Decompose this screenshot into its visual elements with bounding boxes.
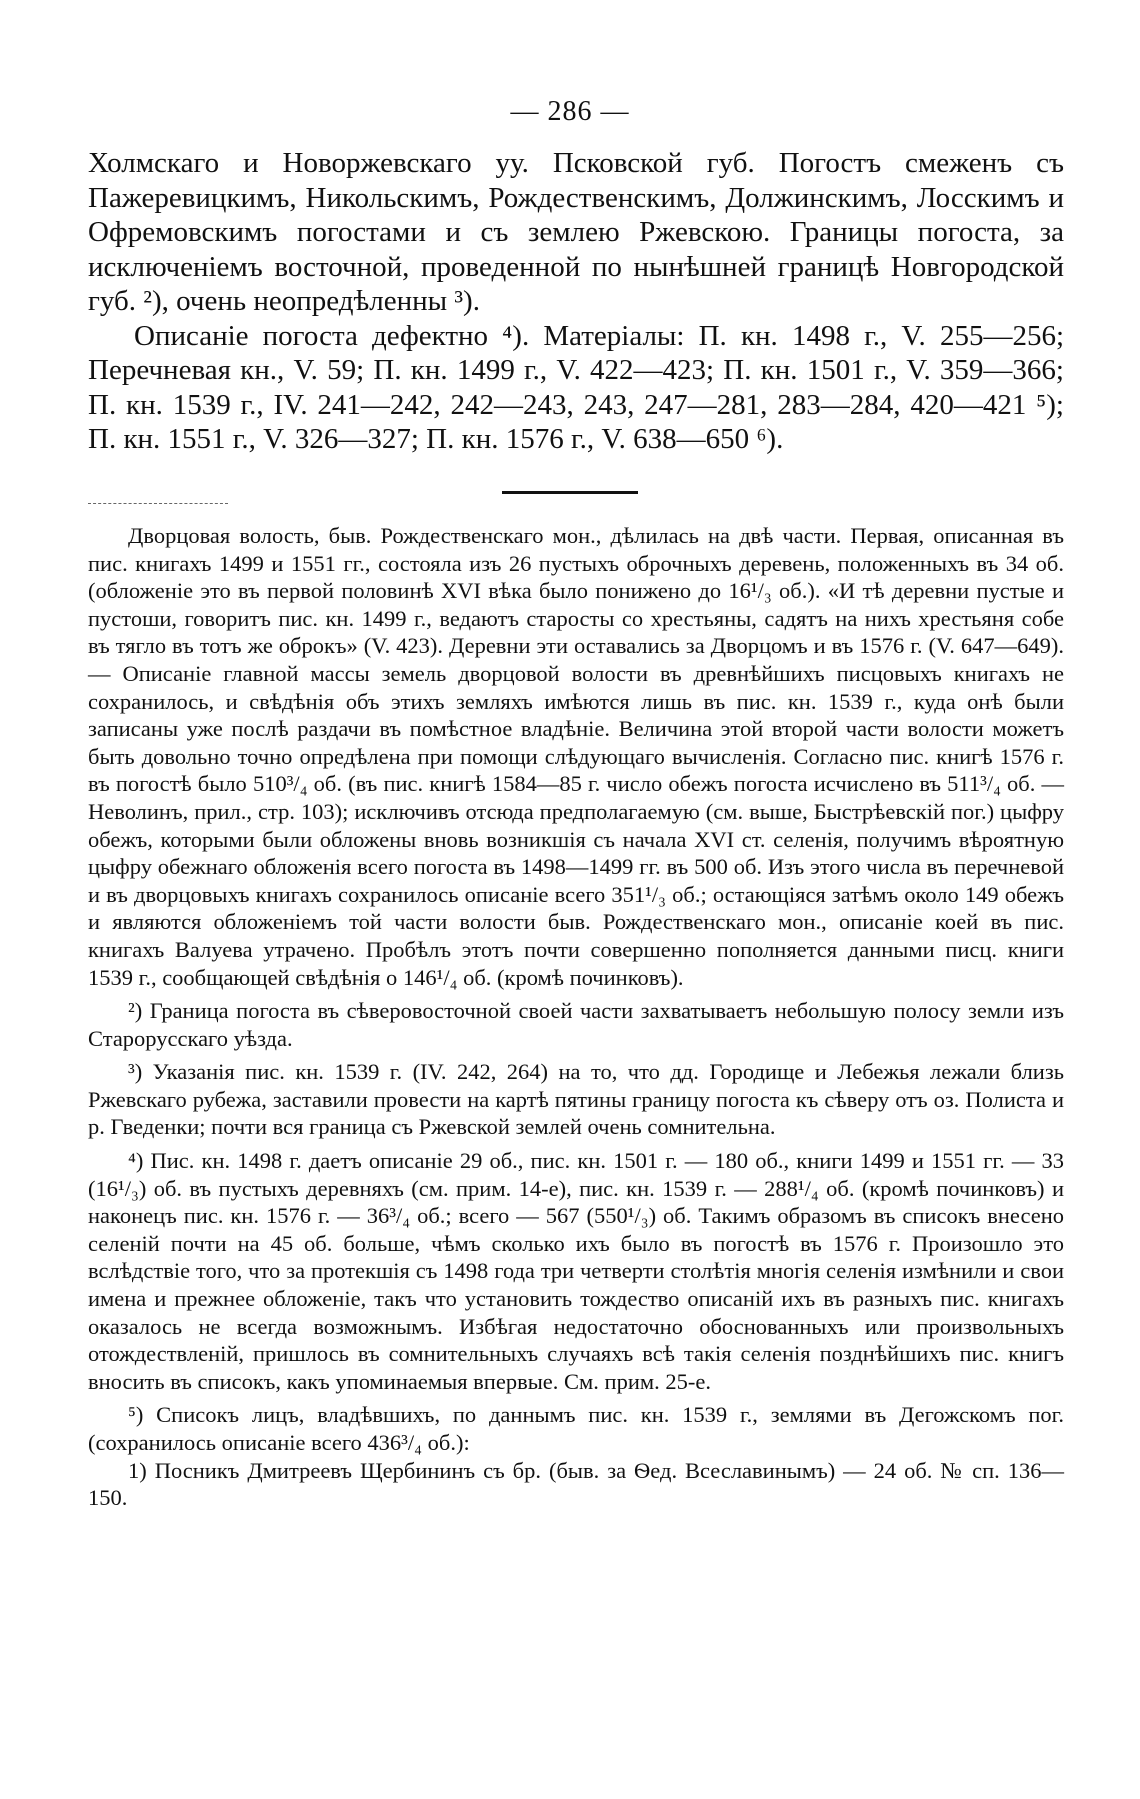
footnotes: [88, 522, 1064, 1518]
footnote-2: ²) Граница погоста въ сѣверовосточной своей части захватываетъ небольшую полосу земли изъ Старорусскаго уѣзда.: [88, 998, 1064, 1051]
footnote-3: ³) Указанія пис. кн. 1539 г. (IV. 242, 264) на то, что дд. Городище и Лебежья лежали близь Ржевскаго рубежа, заставили провести на картѣ пятины границу погоста къ сѣверу отъ оз. Полиста и р. Гведенки; почти вся граница съ Ржевской землей очень сомнительна.: [88, 1059, 1064, 1140]
footnote-separator-dashed: [88, 503, 228, 504]
footnote-5-list-item-1: 1) Посникъ Дмитреевъ Щербининъ съ бр. (быв. за Ѳед. Всеславинымъ) — 24 об. № сп. 136—150.: [88, 1457, 1064, 1511]
footnote-5: ⁵) Списокъ лицъ, владѣвшихъ, по даннымъ пис. кн. 1539 г., землями въ Дегожскомъ пог. (сохранилось описаніе всего 436³/₄ об.):: [88, 1402, 1064, 1455]
footnote-4: ⁴) Пис. кн. 1498 г. даетъ описаніе 29 об., пис. кн. 1501 г. — 180 об., книги 1499 и 1551 гг. — 33 (16¹/₃) об. въ пустыхъ деревняхъ (см. прим. 14-е), пис. кн. 1539 г. — 288¹/₄ об. (кромѣ починковъ) и наконецъ пис. кн. 1576 г. — 36³/₄ об.; всего — 567 (550¹/₃) об. Такимъ образомъ въ списокъ внесено селеній почти на 45 об. больше, чѣмъ сколько ихъ было въ погостѣ въ 1576 г. Произошло это вслѣдствіе того, что за протекшія съ 1498 года три четверти столѣтія многія селенія измѣнили и свои имена и прежнее обложеніе, такъ что установить тождество описаній ихъ въ разныхъ пис. книгахъ оказалось не всегда возможнымъ. Избѣгая недостаточно обоснованныхъ или произвольныхъ отождествленій, пришлось въ сомнительныхъ случаяхъ всѣ такія селенія позднѣйшихъ пис. книгъ вносить въ списокъ, какъ упоминаемыя впервые. См. прим. 25-е.: [88, 1148, 1064, 1394]
section-divider: [502, 491, 638, 494]
body-paragraph-1: Холмскаго и Новоржевскаго уу. Псковской губ. Погостъ смеженъ съ Пажеревицкимъ, Никольскимъ, Рождественскимъ, Должинскимъ, Лосскимъ и Офремовскимъ погостами и съ землею Ржевскою. Границы погоста, за исключеніемъ восточной, проведенной по нынѣшней границѣ Новгородской губ. ²), очень неопредѣленны ³).: [88, 147, 1064, 317]
footnote-1: Дворцовая волость, быв. Рождественскаго мон., дѣлилась на двѣ части. Первая, описанная въ пис. книгахъ 1499 и 1551 гг., состояла изъ 26 пустыхъ оброчныхъ деревень, положенныхъ въ 34 об. (обложеніе это въ первой половинѣ XVI вѣка было понижено до 16¹/₃ об.). «И тѣ деревни пустые и пустоши, говоритъ пис. кн. 1499 г., ведаютъ старосты со хрестьяны, садятъ на нихъ хрестьяня собе въ тягло въ тотъ же оброкъ» (V. 423). Деревни эти оставались за Дворцомъ и въ 1576 г. (V. 647—649). — Описаніе главной массы земель дворцовой волости въ древнѣйшихъ писцовыхъ книгахъ не сохранилось, и свѣдѣнія объ этихъ земляхъ имѣются лишь въ пис. кн. 1539 г., куда онѣ были записаны уже послѣ раздачи въ помѣстное владѣніе. Величина этой второй части волости можетъ быть довольно точно опредѣлена при помощи слѣдующаго вычисленія. Согласно пис. книгѣ 1576 г. въ погостѣ было 510³/₄ об. (въ пис. книгѣ 1584—85 г. число обежъ погоста исчислено въ 511³/₄ об. — Неволинъ, прил., стр. 103); исключивъ отсюда предполагаемую (см. выше, Быстрѣевскій пог.) цыфру обежъ, которыми были обложены вновь возникшія съ начала XVI ст. селенія, получимъ вѣроятную цыфру обежнаго обложенія всего погоста въ 1498—1499 гг. въ 500 об. Изъ этого числа въ перечневой и въ дворцовыхъ книгахъ сохранилось описаніе всего 351¹/₃ об.; остающіяся затѣмъ около 149 обежъ и являются обложеніемъ той части волости быв. Рождественскаго мон., описаніе коей въ пис. книгахъ Валуева утрачено. Пробѣлъ этотъ почти совершенно пополняется данными писц. книги 1539 г., сообщающей свѣдѣнія о 146¹/₄ об. (кромѣ починковъ).: [88, 523, 1064, 990]
page-number: — 286 —: [510, 96, 630, 127]
body-paragraph-2: Описаніе погоста дефектно ⁴). Матеріалы: П. кн. 1498 г., V. 255—256; Перечневая кн., V. 59; П. кн. 1499 г., V. 422—423; П. кн. 1501 г., V. 359—366; П. кн. 1539 г., IV. 241—242, 242—243, 243, 247—281, 283—284, 420—421 ⁵); П. кн. 1551 г., V. 326—327; П. кн. 1576 г., V. 638—650 ⁶).: [88, 319, 1064, 455]
main-text: [88, 146, 1064, 457]
